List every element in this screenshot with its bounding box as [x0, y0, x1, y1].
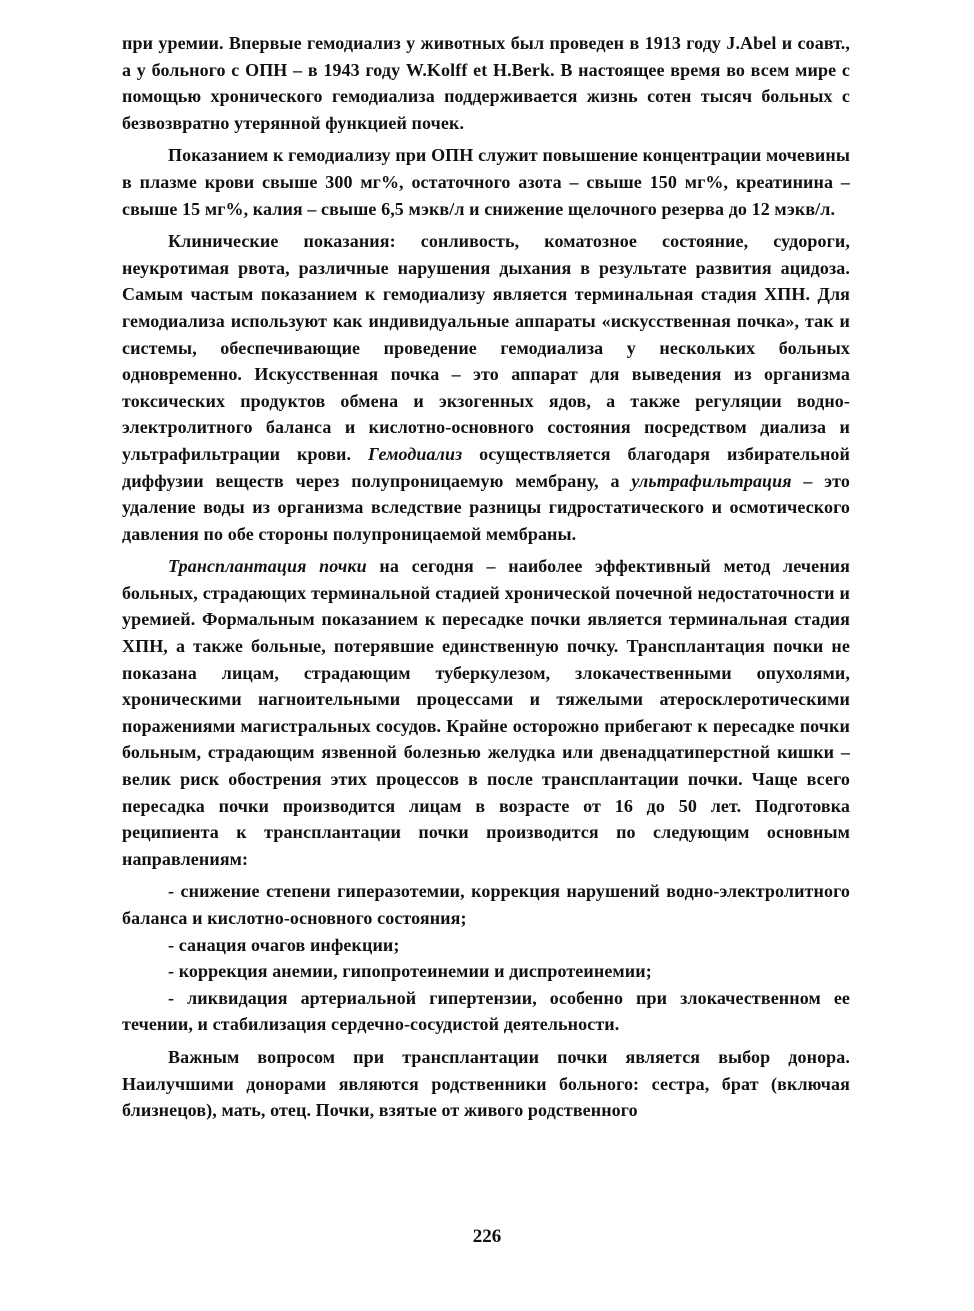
paragraph-text: – это удаление воды из организма вследствие разницы гидростатического и осмотического давления по обе стороны полупроницаемой мембраны.	[122, 470, 850, 544]
list-item: - снижение степени гиперазотемии, коррекция нарушений водно-электролитного баланса и кислотно-основного состояния;	[122, 881, 850, 928]
paragraph-donor-selection: Важным вопросом при трансплантации почки является выбор донора. Наилучшими донорами являются родственники больного: сестра, брат (включая близнецов), мать, отец. Почки, взятые от живого родственного	[122, 1046, 850, 1121]
paragraph-text: на сегодня – наиболее эффективный метод лечения больных, страдающих терминальной стадией хронической почечной недостаточности и уремией. Формальным показанием к пересадке почки является терминальная стадия ХПН, а также больные, потерявшие единственную почку. Трансплантация почки не показана лицам, страдающим туберкулезом, злокачественными опухолями, хроническими нагноительными процессами и тяжелыми атеросклеротическими поражениями магистральных сосудов. Крайне осторожно прибегают к пересадке почки больным, страдающим язвенной болезнью желудка или двенадцатиперстной кишки – велик риск обострения этих процессов в после трансплантации почки. Чаще всего пересадка почки производится лицам в возрасте от 16 до 50 лет. Подготовка реципиента к трансплантации почки производится по следующим основным направлениям:	[122, 556, 850, 869]
page-number: 226	[472, 1226, 502, 1247]
term-kidney-transplant: Трансплантация почки	[168, 556, 367, 577]
list-item: - ликвидация артериальной гипертензии, особенно при злокачественном ее течении, и стабилизация сердечно-сосудистой деятельности.	[122, 987, 850, 1035]
paragraph-text: Клинические показания: сонливость, коматозное состояние, судороги, неукротимая рвота, различные нарушения дыхания в результате развития ацидоза. Самым частым показанием к гемодиализу является терминальная стадия ХПН. Для гемодиализа используют как индивидуальные аппараты «искусственная почка», так и системы, обеспечивающие проведение гемодиализа у нескольких больных одновременно. Искусственная почка – это аппарат для выведения из организма токсических продуктов обмена и экзогенных ядов, а также регуляции водно-электролитного баланса и кислотно-основного состояния посредством диализа и ультрафильтрации крови.	[122, 231, 850, 464]
paragraph-clinical-indications	[122, 228, 850, 547]
term-ultrafiltration: ультрафильтрация	[631, 470, 792, 491]
page-body	[122, 30, 850, 1130]
paragraph-hemodialysis-indications: Показанием к гемодиализу при ОПН служит повышение концентрации мочевины в плазме крови свыше 300 мг%, остаточного азота – свыше 150 мг%, креатинина – свыше 15 мг%, калия – свыше 6,5 мэкв/л и снижение щелочного резерва до 12 мэкв/л.	[122, 145, 850, 219]
paragraph-text: осуществляется благодаря избирательной диффузии веществ через полупроницаемую мембрану, а	[122, 443, 850, 491]
term-hemodialysis: Гемодиализ	[368, 443, 463, 464]
paragraph-hemodialysis-history: при уремии. Впервые гемодиализ у животных был проведен в 1913 году J.Abel и соавт., а у больного с ОПН – в 1943 году W.Kolff et H.Berk. В настоящее время во всем мире с помощью хронического гемодиализа поддерживается жизнь сотен тысяч больных с безвозвратно утерянной функцией почек.	[122, 33, 850, 133]
list-item: - санация очагов инфекции;	[168, 934, 400, 955]
paragraph-kidney-transplant	[122, 553, 850, 872]
list-item: - коррекция анемии, гипопротеинемии и диспротеинемии;	[168, 961, 652, 982]
